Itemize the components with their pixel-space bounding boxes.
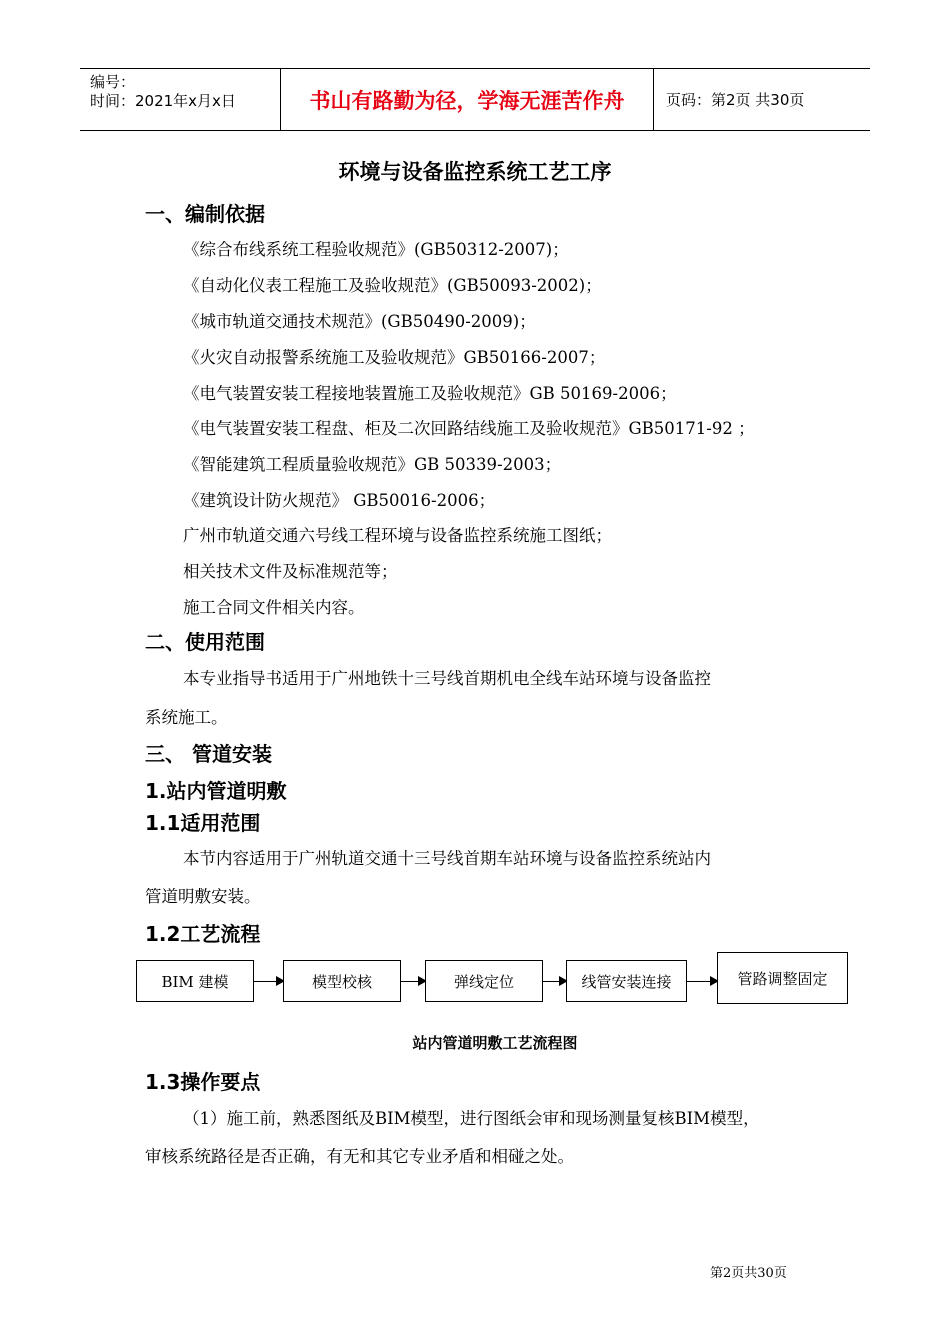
section-heading-pipe: 三、 管道安装	[145, 742, 272, 766]
section-heading-scope: 二、使用范围	[145, 630, 265, 654]
flow-step-bim: BIM 建模	[136, 960, 254, 1002]
scope-line: 本专业指导书适用于广州地铁十三号线首期机电全线车站环境与设备监控	[183, 669, 711, 688]
page-footer: 第2页共30页	[710, 1266, 787, 1281]
basis-item: 《电气装置安装工程盘、柜及二次回路结线施工及验收规范》GB50171-92 ；	[183, 419, 755, 438]
subheading-exposed-pipe: 1.站内管道明敷	[145, 779, 287, 803]
page-title: 环境与设备监控系统工艺工序	[338, 160, 612, 184]
flow-step-model-check: 模型校核	[283, 960, 401, 1002]
flow-arrow	[401, 981, 425, 982]
basis-item: 《电气装置安装工程接地装置施工及验收规范》GB 50169-2006；	[183, 384, 677, 403]
header-left-cell	[80, 69, 281, 130]
flow-arrow	[687, 981, 717, 982]
basis-item: 《自动化仪表工程施工及验收规范》(GB50093-2002)；	[183, 276, 602, 295]
subheading-process-flow: 1.2工艺流程	[145, 922, 261, 946]
page-label: 页码：第2页 共30页	[666, 91, 805, 109]
flow-step-pipe-adjust: 管路调整固定	[717, 952, 848, 1004]
scope-paragraph-line: 本节内容适用于广州轨道交通十三号线首期车站环境与设备监控系统站内	[183, 849, 711, 868]
flow-arrow	[543, 981, 566, 982]
basis-item: 《综合布线系统工程验收规范》(GB50312-2007)；	[183, 240, 569, 259]
basis-item: 施工合同文件相关内容。	[183, 598, 365, 617]
scope-paragraph-line: 管道明敷安装。	[145, 887, 261, 906]
section-heading-basis: 一、编制依据	[145, 202, 265, 226]
basis-item: 相关技术文件及标准规范等；	[183, 562, 398, 581]
header-table	[80, 68, 870, 131]
scope-line: 系统施工。	[145, 708, 228, 727]
process-flow-diagram	[0, 958, 950, 1008]
flow-caption: 站内管道明敷工艺流程图	[412, 1034, 578, 1052]
number-label: 编号：	[90, 73, 136, 91]
key-point-line: 审核系统路径是否正确，有无和其它专业矛盾和相碰之处。	[145, 1147, 574, 1166]
flow-step-conduit-install: 线管安装连接	[566, 960, 687, 1002]
subheading-applicable-scope: 1.1适用范围	[145, 811, 261, 835]
subheading-key-points: 1.3操作要点	[145, 1070, 261, 1094]
basis-item: 广州市轨道交通六号线工程环境与设备监控系统施工图纸；	[183, 526, 612, 545]
time-label: 时间：2021年x月x日	[90, 92, 236, 110]
basis-item: 《火灾自动报警系统施工及验收规范》GB50166-2007；	[183, 348, 606, 367]
basis-item: 《建筑设计防火规范》 GB50016-2006；	[183, 491, 496, 510]
basis-item: 《城市轨道交通技术规范》(GB50490-2009)；	[183, 312, 536, 331]
flow-arrow	[254, 981, 283, 982]
key-point-line: （1）施工前，熟悉图纸及BIM模型，进行图纸会审和现场测量复核BIM模型，	[183, 1109, 760, 1128]
motto: 书山有路勤为径，学海无涯苦作舟	[281, 69, 654, 130]
flow-step-line-marking: 弹线定位	[425, 960, 543, 1002]
basis-item: 《智能建筑工程质量验收规范》GB 50339-2003；	[183, 455, 562, 474]
